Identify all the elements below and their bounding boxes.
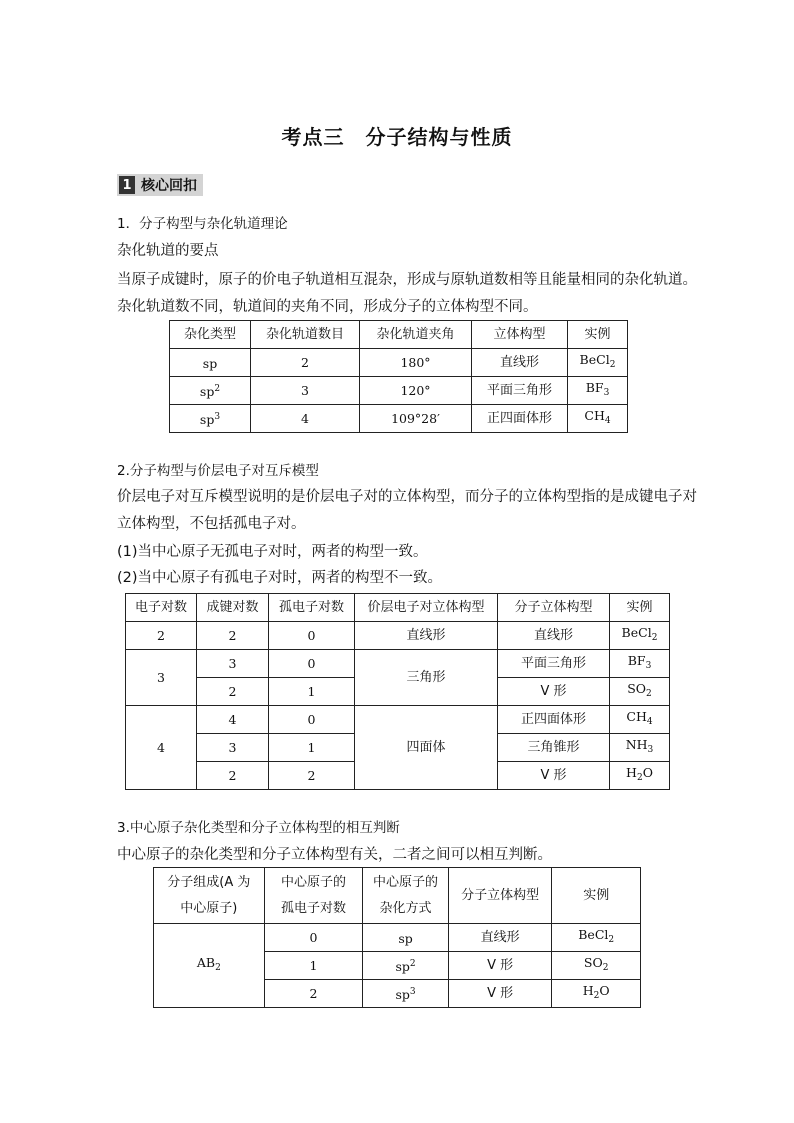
section2-paragraph-1a: 价层电子对互斥模型说明的是价层电子对的立体构型，而分子的立体构型指的是成键电子对: [117, 489, 697, 505]
example-cell: BeCl$_2$: [568, 349, 628, 377]
table-header: 杂化轨道数目: [251, 321, 360, 349]
vsepr-shape-cell: 直线形: [355, 622, 498, 650]
molecular-shape-cell: 直线形: [498, 622, 610, 650]
shape-cell: 平面三角形: [472, 377, 568, 405]
table-header: 中心原子的 孤电子对数: [264, 868, 363, 924]
section2-heading: 2.分子构型与价层电子对互斥模型: [117, 463, 319, 479]
example-cell: BeCl$_2$: [552, 924, 641, 952]
lone-pairs-cell: 2: [264, 980, 363, 1008]
bond-pairs-cell: 4: [197, 706, 269, 734]
section3-paragraph-1: 中心原子的杂化类型和分子立体构型有关，二者之间可以相互判断。: [117, 847, 552, 863]
hybrid-type-cell: sp: [170, 349, 251, 377]
section2-paragraph-3: (2)当中心原子有孤电子对时，两者的构型不一致。: [117, 570, 443, 586]
vsepr-shape-cell: 三角形: [355, 650, 498, 706]
section1-subheading: 杂化轨道的要点: [117, 243, 219, 259]
orbital-angle-cell: 120°: [360, 377, 472, 405]
molecular-shape-cell: 平面三角形: [498, 650, 610, 678]
example-cell: BeCl$_2$: [610, 622, 670, 650]
section1-heading: 1．分子构型与杂化轨道理论: [117, 216, 288, 232]
orbital-angle-cell: 180°: [360, 349, 472, 377]
example-cell: $NH_3$: [610, 734, 670, 762]
badge-label: 核心回扣: [141, 178, 197, 194]
bond-pairs-cell: 2: [197, 678, 269, 706]
electron-pairs-cell: 3: [126, 650, 197, 706]
molecular-shape-cell: V 形: [498, 762, 610, 790]
lone-pairs-cell: 2: [269, 762, 355, 790]
table-header: 成键对数: [197, 594, 269, 622]
lone-pairs-cell: 0: [264, 924, 363, 952]
electron-pairs-cell: 4: [126, 706, 197, 790]
bond-pairs-cell: 2: [197, 762, 269, 790]
table-header: 立体构型: [472, 321, 568, 349]
lone-pairs-cell: 0: [269, 622, 355, 650]
table-row: [126, 650, 670, 678]
molecular-shape-cell: V 形: [448, 980, 552, 1008]
table-header-row: [154, 868, 641, 924]
example-cell: $CH_4$: [568, 405, 628, 433]
table-row: [170, 349, 628, 377]
hybridization-table: [169, 320, 628, 433]
example-cell: $CH_4$: [610, 706, 670, 734]
table-header: 杂化类型: [170, 321, 251, 349]
molecular-shape-cell: V 形: [448, 952, 552, 980]
table-header: 价层电子对立体构型: [355, 594, 498, 622]
molecular-shape-cell: 三角锥形: [498, 734, 610, 762]
table-header: 杂化轨道夹角: [360, 321, 472, 349]
hybridization-cell: $sp^2$: [363, 952, 449, 980]
shape-cell: 直线形: [472, 349, 568, 377]
example-cell: $BF_3$: [568, 377, 628, 405]
vsepr-table: [125, 593, 670, 790]
lone-pairs-cell: 0: [269, 650, 355, 678]
table-header: 电子对数: [126, 594, 197, 622]
table-row: [154, 924, 641, 952]
lone-pairs-cell: 1: [269, 678, 355, 706]
section-badge: [117, 174, 203, 196]
bond-pairs-cell: 3: [197, 650, 269, 678]
table-header: 实例: [610, 594, 670, 622]
table-header: 实例: [568, 321, 628, 349]
hybrid-shape-table: [153, 867, 641, 1008]
orbital-count-cell: 3: [251, 377, 360, 405]
shape-cell: 正四面体形: [472, 405, 568, 433]
molecular-shape-cell: V 形: [498, 678, 610, 706]
hybrid-type-cell: $sp^2$: [170, 377, 251, 405]
bond-pairs-cell: 2: [197, 622, 269, 650]
table-row: [126, 622, 670, 650]
example-cell: $BF_3$: [610, 650, 670, 678]
table-header: 分子立体构型: [448, 868, 552, 924]
section3-heading: 3.中心原子杂化类型和分子立体构型的相互判断: [117, 820, 400, 836]
bond-pairs-cell: 3: [197, 734, 269, 762]
page-title: 考点三 分子结构与性质: [281, 125, 513, 149]
molecule-formula-cell: $AB_2$: [154, 924, 265, 1008]
hybridization-cell: $sp^3$: [363, 980, 449, 1008]
orbital-count-cell: 4: [251, 405, 360, 433]
hybrid-type-cell: $sp^3$: [170, 405, 251, 433]
orbital-count-cell: 2: [251, 349, 360, 377]
section2-paragraph-2: (1)当中心原子无孤电子对时，两者的构型一致。: [117, 544, 428, 560]
lone-pairs-cell: 1: [269, 734, 355, 762]
section1-paragraph-1: 当原子成键时，原子的价电子轨道相互混杂，形成与原轨道数相等且能量相同的杂化轨道。: [117, 272, 697, 288]
table-header: 实例: [552, 868, 641, 924]
example-cell: $SO_2$: [610, 678, 670, 706]
molecular-shape-cell: 直线形: [448, 924, 552, 952]
table-row: [170, 405, 628, 433]
example-cell: $H_2O$: [610, 762, 670, 790]
hybridization-cell: sp: [363, 924, 449, 952]
table-header: 分子组成(A 为 中心原子): [154, 868, 265, 924]
table-header-row: [170, 321, 628, 349]
example-cell: $H_2O$: [552, 980, 641, 1008]
electron-pairs-cell: 2: [126, 622, 197, 650]
table-header: 分子立体构型: [498, 594, 610, 622]
example-cell: $SO_2$: [552, 952, 641, 980]
table-header: 中心原子的 杂化方式: [363, 868, 449, 924]
badge-number: 1: [119, 176, 135, 194]
table-row: [126, 706, 670, 734]
table-row: [170, 377, 628, 405]
lone-pairs-cell: 0: [269, 706, 355, 734]
vsepr-shape-cell: 四面体: [355, 706, 498, 790]
table-header: 孤电子对数: [269, 594, 355, 622]
orbital-angle-cell: 109°28′: [360, 405, 472, 433]
section2-paragraph-1b: 立体构型，不包括孤电子对。: [117, 516, 306, 532]
molecular-shape-cell: 正四面体形: [498, 706, 610, 734]
section1-paragraph-2: 杂化轨道数不同，轨道间的夹角不同，形成分子的立体构型不同。: [117, 299, 538, 315]
lone-pairs-cell: 1: [264, 952, 363, 980]
table-header-row: [126, 594, 670, 622]
